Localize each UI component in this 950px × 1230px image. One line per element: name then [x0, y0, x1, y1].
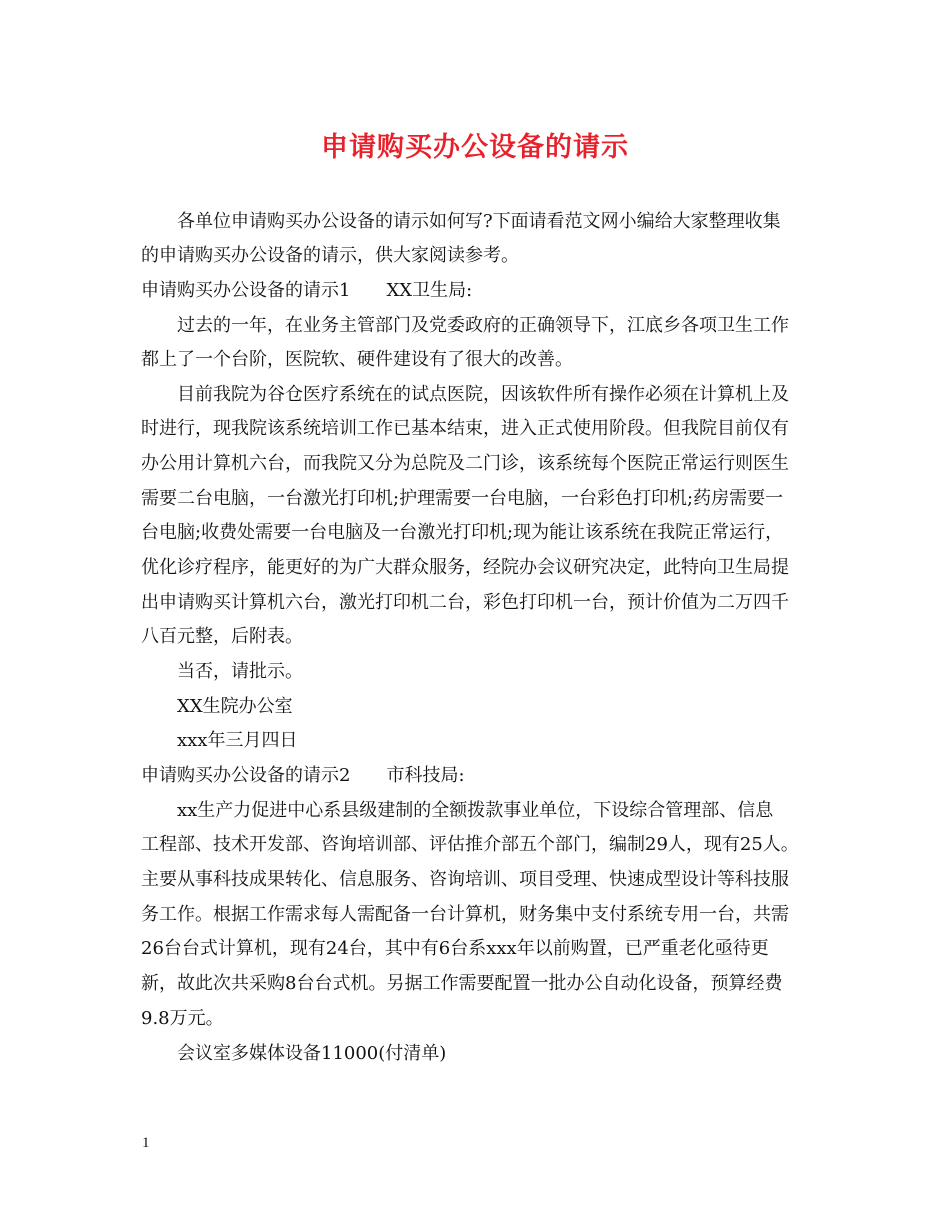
text-line: 当否，请批示。: [177, 661, 303, 682]
text-line: 办公用计算机六台，而我院又分为总院及二门诊，该系统每个医院正常运行则医生: [141, 453, 789, 474]
text-line: 需要二台电脑，一台激光打印机;护理需要一台电脑，一台彩色打印机;药房需要一: [141, 488, 784, 509]
text-line: 9.8万元。: [141, 1008, 224, 1029]
text-line: 新，故此次共采购8台台式机。另据工作需要配置一批办公自动化设备，预算经费: [141, 973, 783, 994]
text-line: 台电脑;收费处需要一台电脑及一台激光打印机;现为能让该系统在我院正常运行，: [141, 522, 784, 543]
text-line: 过去的一年，在业务主管部门及党委政府的正确领导下，江底乡各项卫生工作: [177, 315, 789, 336]
text-line: 务工作。根据工作需求每人需配备一台计算机，财务集中支付系统专用一台，共需: [141, 904, 789, 925]
text-line: 都上了一个台阶，医院软、硬件建设有了很大的改善。: [141, 349, 573, 370]
text-line: 申请购买办公设备的请示1 XX卫生局:: [141, 280, 473, 301]
text-line: 申请购买办公设备的请示2 市科技局:: [141, 765, 465, 786]
text-line: 优化诊疗程序，能更好的为广大群众服务，经院办会议研究决定，此特向卫生局提: [141, 557, 789, 578]
text-line: 出申请购买计算机六台，激光打印机二台，彩色打印机一台，预计价值为二万四千: [141, 592, 789, 613]
text-line: 会议室多媒体设备11000(付清单): [177, 1043, 447, 1064]
text-line: xx生产力促进中心系县级建制的全额拨款事业单位，下设综合管理部、信息: [177, 800, 774, 821]
text-line: 各单位申请购买办公设备的请示如何写?下面请看范文网小编给大家整理收集: [177, 211, 781, 232]
text-line: 26台台式计算机，现有24台，其中有6台系xxx年以前购置，已严重老化亟待更: [141, 938, 769, 959]
document-title: 申请购买办公设备的请示: [321, 132, 629, 163]
page-number: 1: [142, 1135, 150, 1151]
text-line: 时进行，现我院该系统培训工作已基本结束，进入正式使用阶段。但我院目前仅有: [141, 418, 789, 439]
text-line: 的申请购买办公设备的请示，供大家阅读参考。: [141, 245, 519, 266]
text-line: 工程部、技术开发部、咨询培训部、评估推介部五个部门，编制29人，现有25人。: [141, 834, 799, 855]
text-line: 主要从事科技成果转化、信息服务、咨询培训、项目受理、快速成型设计等科技服: [141, 869, 789, 890]
text-line: 目前我院为谷仓医疗系统在的试点医院，因该软件所有操作必须在计算机上及: [177, 384, 789, 405]
text-line: XX生院办公室: [177, 696, 293, 717]
text-line: xxx年三月四日: [177, 730, 298, 751]
text-line: 八百元整，后附表。: [141, 626, 303, 647]
